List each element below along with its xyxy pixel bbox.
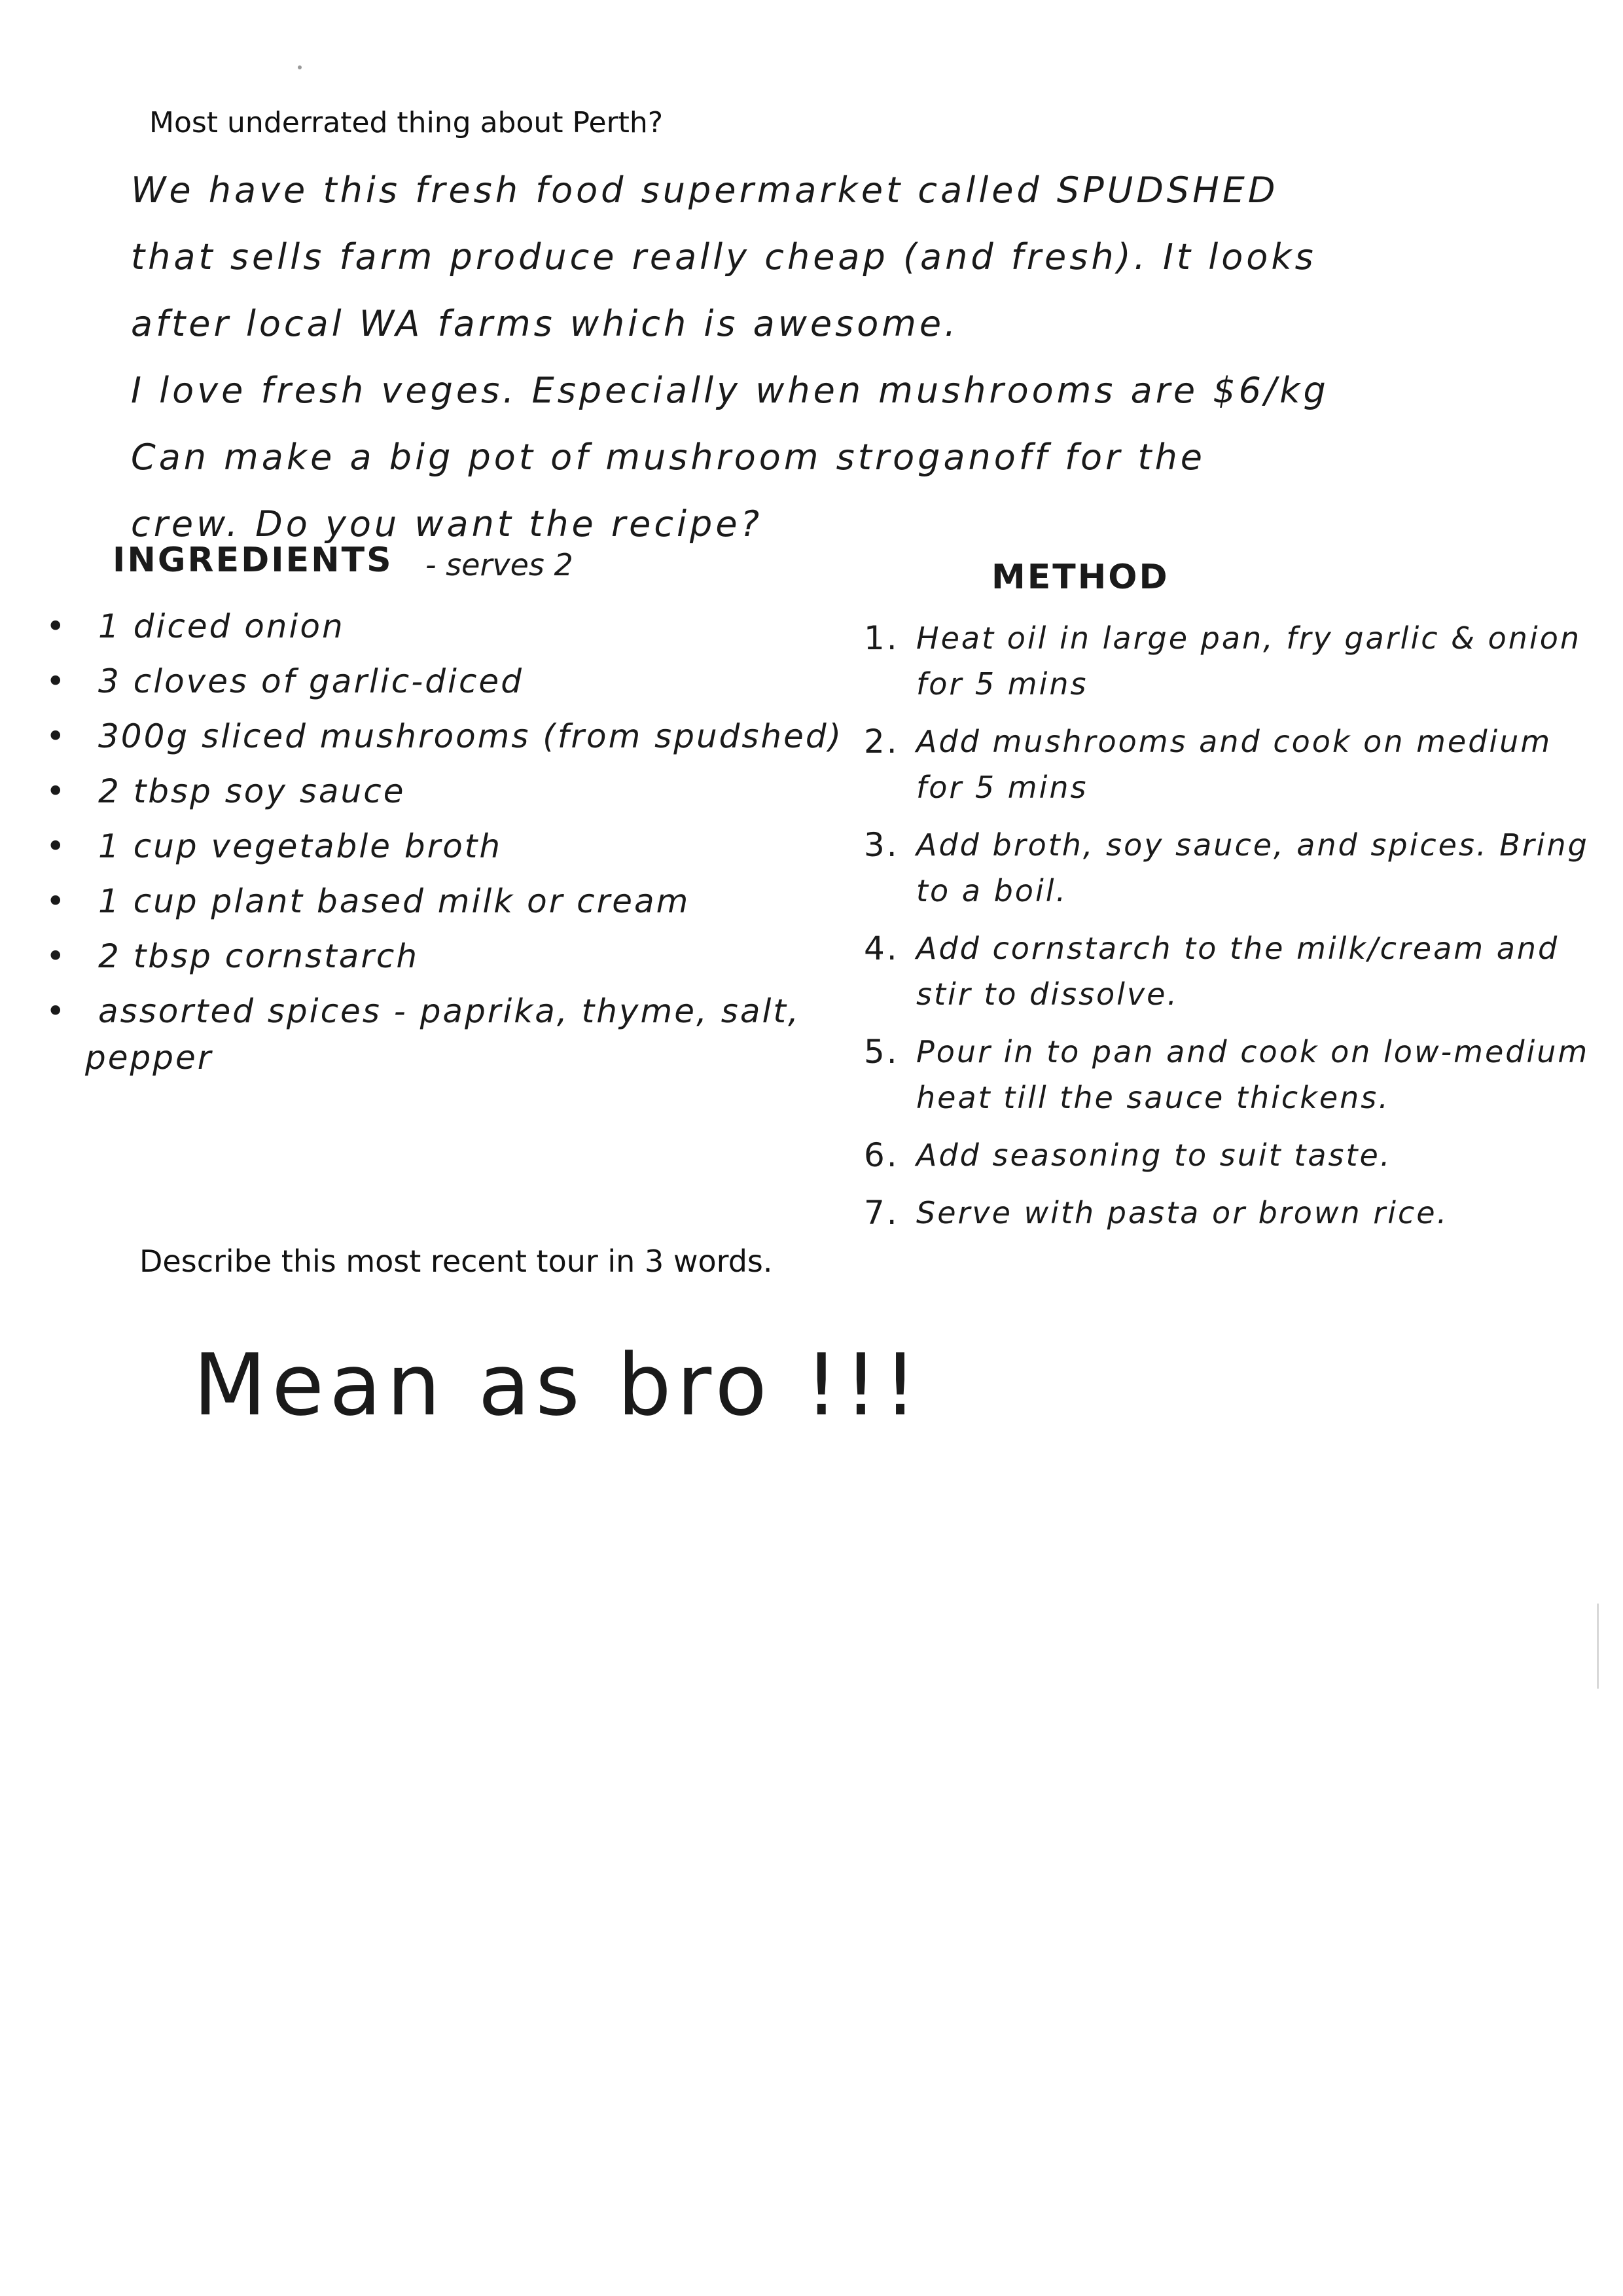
answer-line: We have this fresh food supermarket called SPUDSHED: [131, 170, 1279, 211]
method-step: [864, 1190, 1597, 1236]
ingredient-text: 2 tbsp cornstarch: [98, 937, 419, 975]
answer-recent-tour: Mean as bro !!!: [193, 1335, 923, 1435]
ingredient-text: 1 diced onion: [98, 607, 345, 645]
bullet-icon: •: [46, 717, 67, 755]
ingredient-text-continuation: pepper: [85, 1039, 213, 1077]
ingredients-serves: - serves 2: [425, 547, 573, 583]
answer-line: I love fresh veges. Especially when mushrooms are $6/kg: [131, 370, 1329, 411]
ingredient-item: [46, 929, 831, 984]
step-text: Serve with pasta or brown rice.: [916, 1195, 1449, 1230]
bullet-icon: •: [46, 772, 67, 810]
step-number: 1.: [864, 619, 899, 657]
answer-line: that sells farm produce really cheap (and fresh). It looks: [131, 236, 1317, 278]
step-text: Add seasoning to suit taste.: [916, 1138, 1392, 1173]
scan-edge-line: [1597, 1604, 1599, 1689]
method-step: [864, 925, 1597, 1017]
step-text: Add cornstarch to the milk/cream and stir to dissolve.: [916, 931, 1560, 1012]
bullet-icon: •: [46, 607, 67, 645]
ingredients-heading: INGREDIENTS: [113, 541, 393, 580]
ingredient-text: 3 cloves of garlic-diced: [98, 662, 524, 700]
ingredient-item: [46, 764, 831, 819]
answer-line: Can make a big pot of mushroom stroganoff for the: [131, 437, 1206, 478]
method-step: [864, 1132, 1597, 1178]
step-text: Add broth, soy sauce, and spices. Bring to a boil.: [916, 827, 1589, 908]
step-text: Add mushrooms and cook on medium for 5 mins: [916, 724, 1552, 805]
method-step: [864, 719, 1597, 810]
bullet-icon: •: [46, 827, 67, 865]
ingredients-list: [46, 599, 844, 1077]
answer-underrated-perth: [131, 157, 1538, 558]
step-text: Pour in to pan and cook on low-medium heat till the sauce thickens.: [916, 1034, 1590, 1115]
bullet-icon: •: [46, 992, 67, 1030]
method-heading: METHOD: [991, 558, 1169, 597]
method-step: [864, 615, 1597, 707]
bullet-icon: •: [46, 882, 67, 920]
step-number: 4.: [864, 929, 899, 967]
ingredient-text: 2 tbsp soy sauce: [98, 772, 406, 810]
step-number: 6.: [864, 1136, 899, 1174]
method-step: [864, 822, 1597, 914]
ingredient-item: [46, 874, 831, 929]
step-number: 2.: [864, 723, 899, 761]
question-underrated-perth: Most underrated thing about Perth?: [149, 106, 664, 139]
method-steps: [864, 615, 1597, 1247]
bullet-icon: •: [46, 937, 67, 975]
question-recent-tour: Describe this most recent tour in 3 words.: [139, 1244, 773, 1279]
ingredient-item: [46, 819, 831, 874]
ingredient-text: 300g sliced mushrooms (from spudshed): [98, 717, 844, 755]
ingredient-item: [46, 709, 844, 764]
ingredient-item: [46, 984, 831, 1077]
step-text: Heat oil in large pan, fry garlic & onion for 5 mins: [916, 620, 1582, 702]
answer-line: after local WA farms which is awesome.: [131, 303, 959, 344]
answer-line: crew. Do you want the recipe?: [131, 503, 763, 545]
ingredient-text: 1 cup vegetable broth: [98, 827, 503, 865]
ingredient-item: [46, 654, 831, 709]
scan-speck: [298, 65, 302, 69]
bullet-icon: •: [46, 662, 67, 700]
method-step: [864, 1029, 1597, 1121]
step-number: 5.: [864, 1033, 899, 1071]
ingredient-item: [46, 599, 831, 654]
ingredient-text: assorted spices - paprika, thyme, salt,: [98, 992, 800, 1030]
step-number: 7.: [864, 1194, 899, 1232]
ingredient-text: 1 cup plant based milk or cream: [98, 882, 690, 920]
step-number: 3.: [864, 826, 899, 864]
